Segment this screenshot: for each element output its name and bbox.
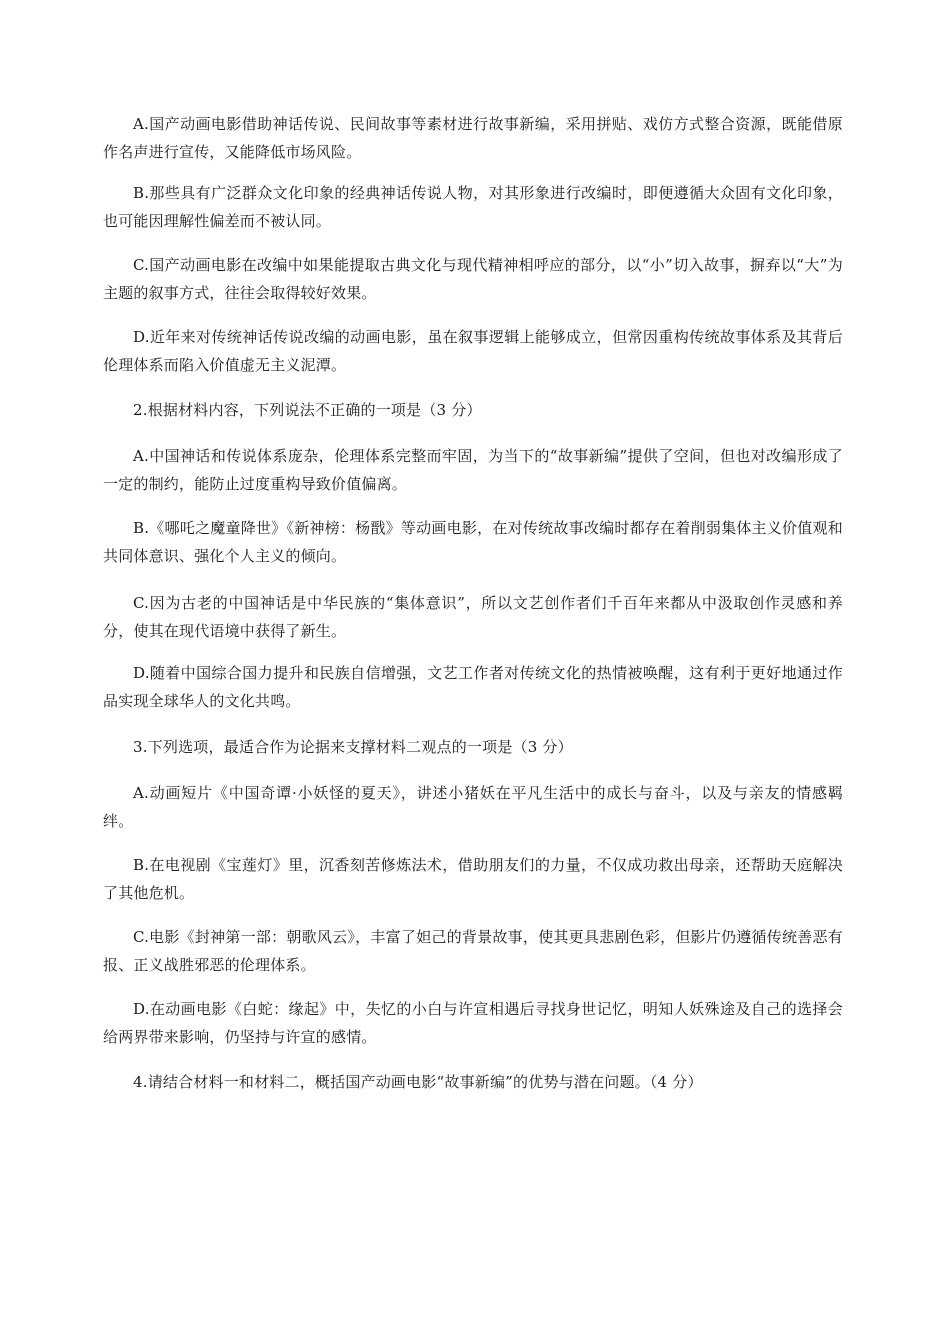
q2-option-d: D.随着中国综合国力提升和民族自信增强，文艺工作者对传统文化的热情被唤醒，这有利于更好地通过作品实现全球华人的文化共鸣。 (103, 664, 843, 710)
q3-stem: 3.下列选项，最适合作为论据来支撑材料二观点的一项是（3 分） (133, 738, 573, 756)
q2-option-a: A.中国神话和传说体系庞杂，伦理体系完整而牢固，为当下的“故事新编”提供了空间，但也对改编形成了一定的制约，能防止过度重构导致价值偏离。 (103, 447, 843, 493)
q2-option-c: C.因为古老的中国神话是中华民族的“集体意识”，所以文艺创作者们千百年来都从中汲取创作灵感和养分，使其在现代语境中获得了新生。 (103, 594, 843, 640)
q2-option-b: B.《哪吒之魔童降世》《新神榜：杨戬》等动画电影，在对传统故事改编时都存在着削弱集体主义价值观和共同体意识、强化个人主义的倾向。 (103, 519, 843, 565)
q1-option-c: C.国产动画电影在改编中如果能提取古典文化与现代精神相呼应的部分，以“小”切入故事，摒弃以“大”为主题的叙事方式，往往会取得较好效果。 (103, 256, 843, 302)
q2-stem: 2.根据材料内容，下列说法不正确的一项是（3 分） (133, 401, 482, 419)
q3-option-d: D.在动画电影《白蛇：缘起》中，失忆的小白与许宣相遇后寻找身世记忆，明知人妖殊途及自己的选择会给两界带来影响，仍坚持与许宣的感情。 (103, 1000, 843, 1046)
q1-option-b: B.那些具有广泛群众文化印象的经典神话传说人物，对其形象进行改编时，即便遵循大众固有文化印象，也可能因理解性偏差而不被认同。 (103, 184, 843, 230)
q1-option-a: A.国产动画电影借助神话传说、民间故事等素材进行故事新编，采用拼贴、戏仿方式整合资源，既能借原作名声进行宣传，又能降低市场风险。 (103, 115, 843, 161)
q3-option-b: B.在电视剧《宝莲灯》里，沉香刻苦修炼法术，借助朋友们的力量，不仅成功救出母亲，还帮助天庭解决了其他危机。 (103, 856, 843, 902)
q1-option-d: D.近年来对传统神话传说改编的动画电影，虽在叙事逻辑上能够成立，但常因重构传统故事体系及其背后伦理体系而陷入价值虚无主义泥潭。 (103, 328, 843, 374)
q3-option-c: C.电影《封神第一部：朝歌风云》，丰富了妲己的背景故事，使其更具悲剧色彩，但影片仍遵循传统善恶有报、正义战胜邪恶的伦理体系。 (103, 928, 843, 974)
q4-stem: 4.请结合材料一和材料二，概括国产动画电影“故事新编”的优势与潜在问题。（4 分） (133, 1073, 703, 1091)
q3-option-a: A.动画短片《中国奇谭·小妖怪的夏天》，讲述小猪妖在平凡生活中的成长与奋斗，以及与亲友的情感羁绊。 (103, 784, 843, 830)
